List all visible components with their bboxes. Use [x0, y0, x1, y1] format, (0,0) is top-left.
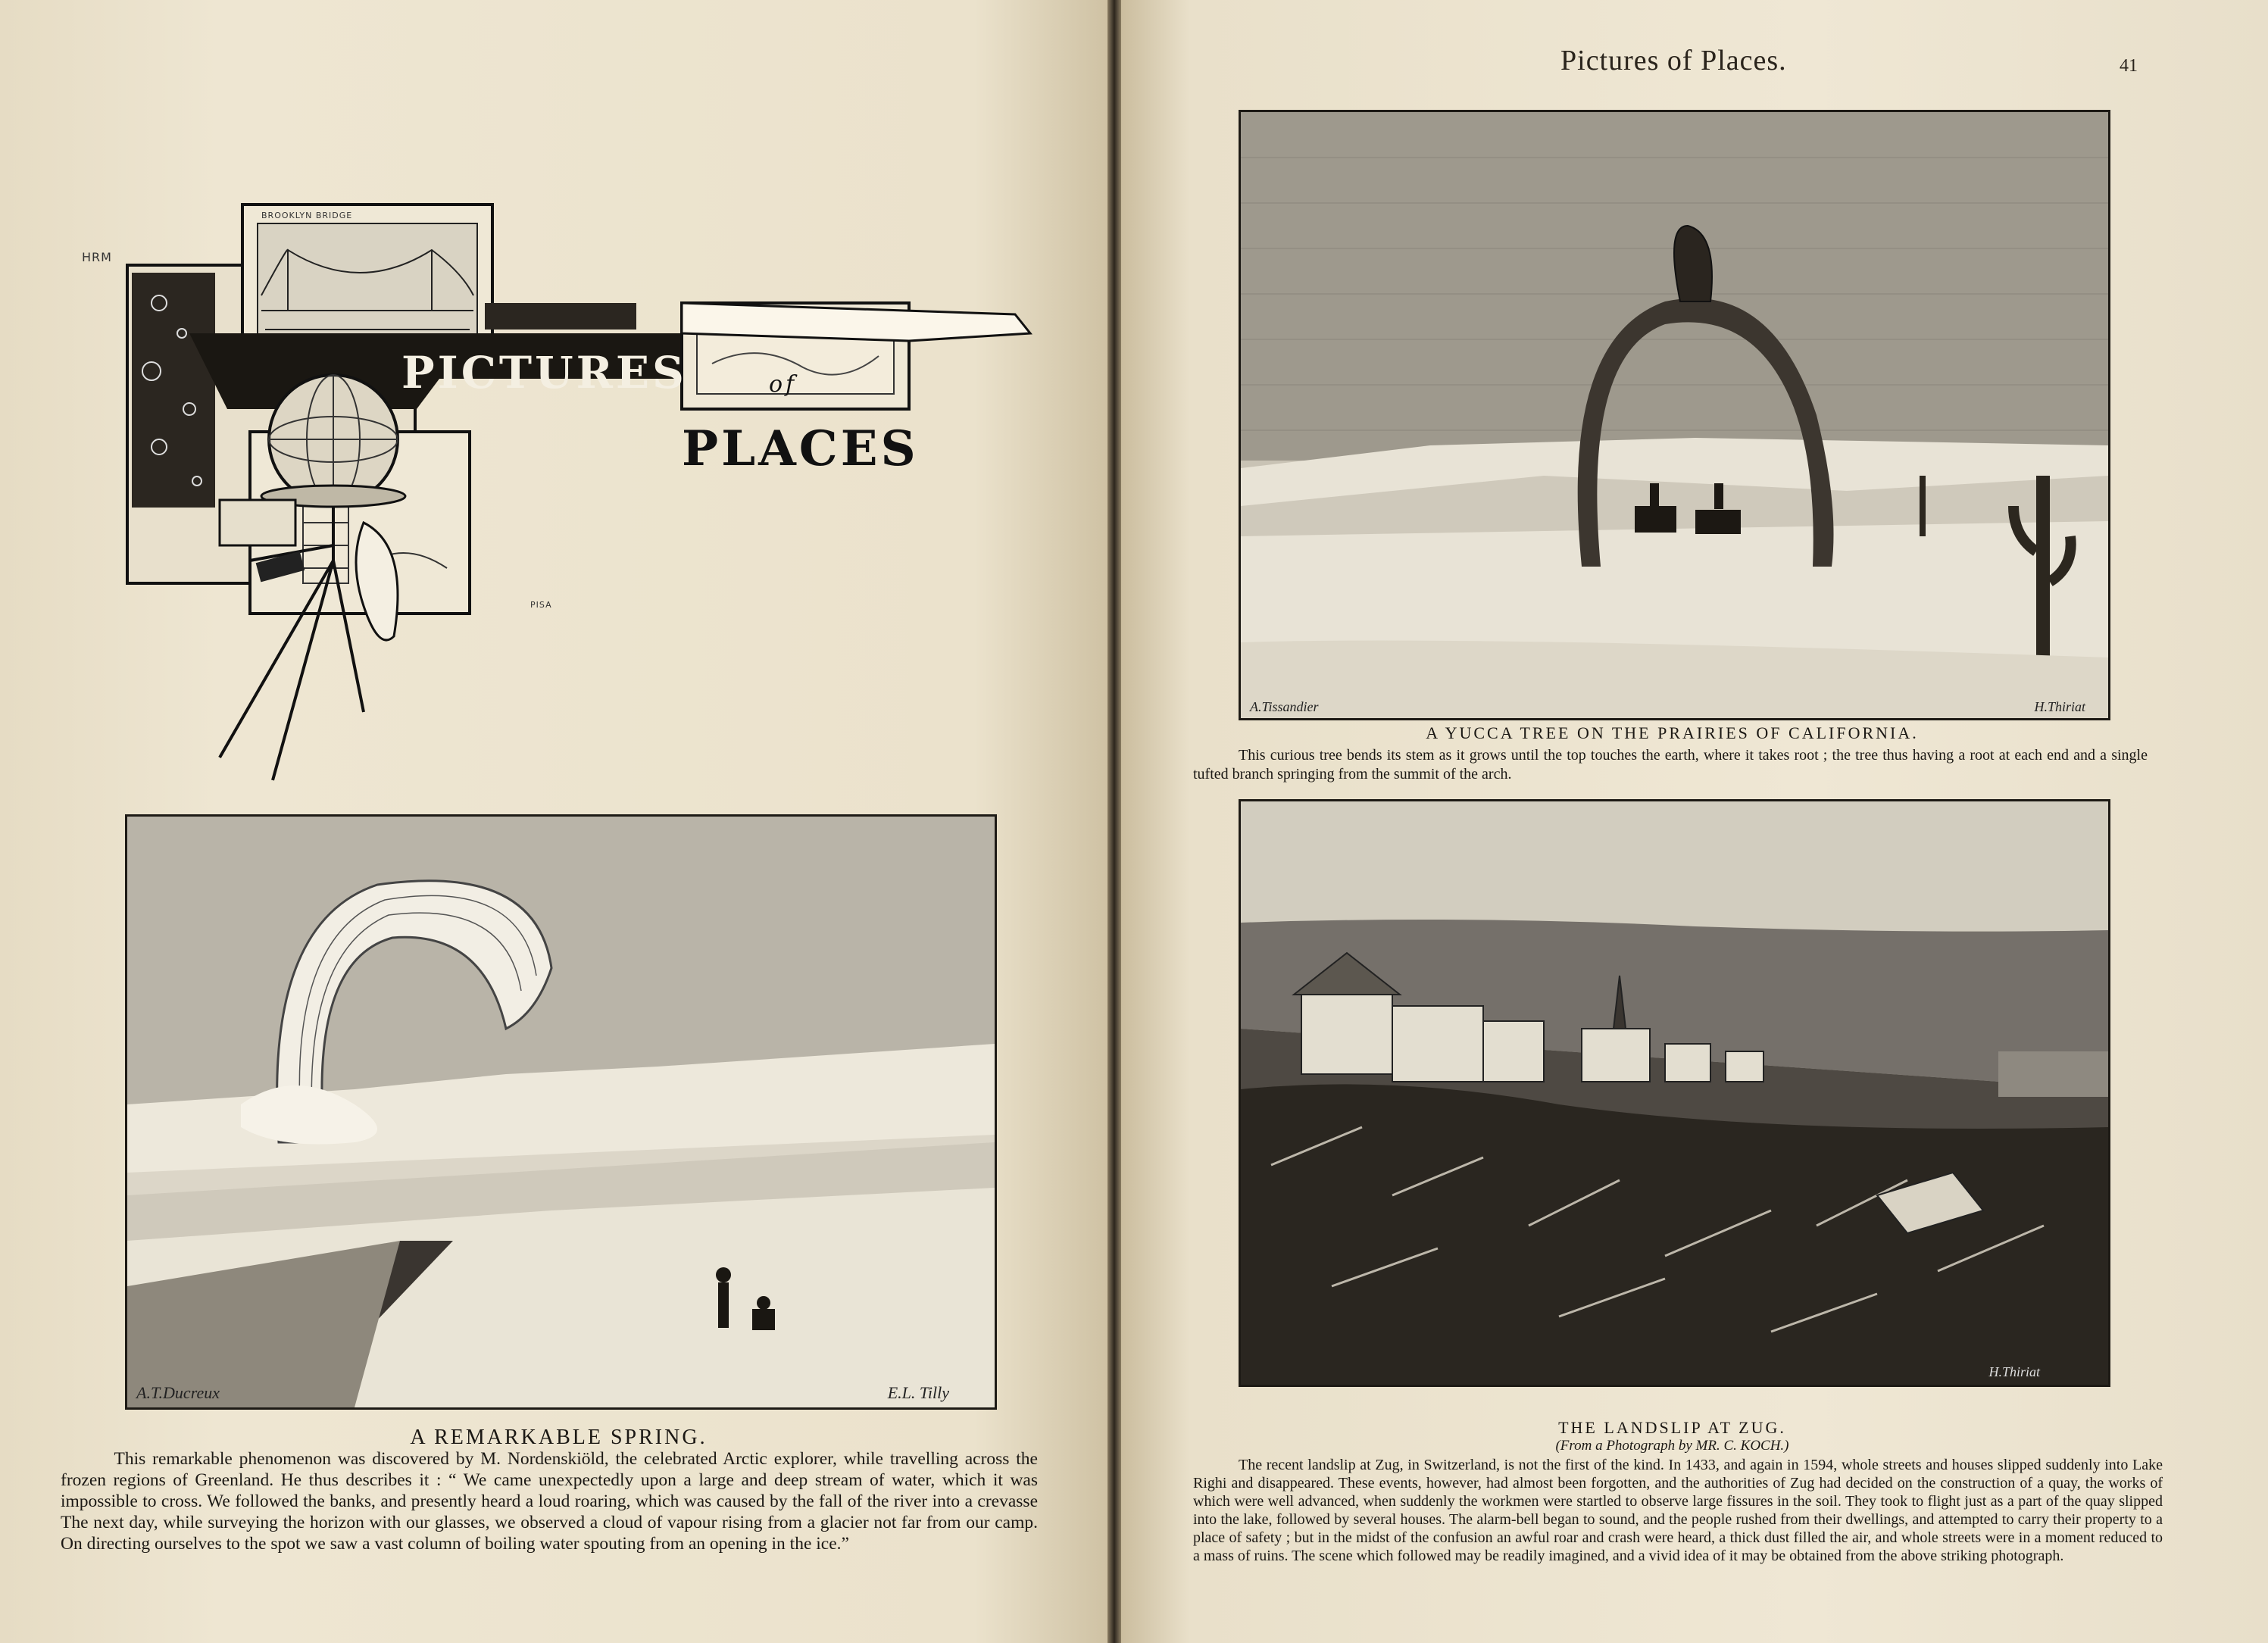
- zug-signature: H.Thiriat: [1988, 1364, 2040, 1379]
- title-places: PLACES: [682, 420, 919, 477]
- zug-photo-credit: (From a Photograph by MR. C. KOCH.): [1555, 1438, 1789, 1454]
- yucca-signature-right: H.Thiriat: [2034, 699, 2085, 714]
- spring-signature-right: E.L. Tilly: [887, 1383, 949, 1402]
- spring-signature-left: A.T.Ducreux: [136, 1383, 220, 1402]
- title-pictures: PICTURES: [401, 347, 687, 398]
- yucca-signature-left: A.Tissandier: [1250, 699, 1319, 714]
- page-number: 41: [2120, 56, 2138, 76]
- plate-yucca-tree: [1239, 110, 2110, 720]
- vignette-label-bridge: BROOKLYN BRIDGE: [261, 211, 353, 220]
- vignette-illustration: [76, 182, 1061, 803]
- yucca-engraving: [1241, 112, 2108, 718]
- plate-remarkable-spring: [125, 814, 997, 1410]
- zug-body-text: The recent landslip at Zug, in Switzerland, is not the first of the kind. In 1433, and again in 1594, whole streets and houses slipped suddenly into Lake Righi and disappeared. These events, however, had almost been forgotten, and the authorities of Zug had decided on the construction of a quay, the works of which were well advanced, when suddenly the workmen were startled to observe large fissures in the soil. They took to flight just as a part of the quay slipped into the lake, followed by several houses. The alarm-bell began to sound, and the people rushed from their dwellings, and attempted to carry their property to a place of safety ; but in the midst of the confusion an awful roar and crash were heard, a thick dust filled the air, and whole streets were in a moment reduced to a mass of ruins. The scene which followed may be readily imagined, and a vivid idea of it may be obtained from the above striking photograph.: [1193, 1457, 2163, 1564]
- zug-caption: THE LANDSLIP AT ZUG.: [1558, 1418, 1786, 1437]
- spring-body-text: This remarkable phenomenon was discovered by M. Nordenskiöld, the celebrated Arctic explorer, while travelling across the frozen regions of Greenland. He thus describes it : “ We came unexpectedly upon a large and deep stream of water, which it was impossible to cross. We followed the banks, and presently heard a loud roaring, which was caused by the fall of the river into a crevasse The next day, while surveying the horizon with our glasses, we observed a cloud of vapour rising from a glacier not far from our camp. On directing ourselves to the spot we saw a vast column of boiling water spouting from an opening in the ice.”: [61, 1449, 1038, 1554]
- book-gutter: [1107, 0, 1121, 1643]
- left-page: [0, 0, 1107, 1643]
- yucca-body-text: This curious tree bends its stem as it grows until the top touches the earth, where it takes root ; the tree thus having a root at each end and a single tufted branch springing from the summit of the arch.: [1193, 747, 2148, 782]
- zug-engraving: [1241, 801, 2108, 1385]
- header-vignette: [76, 182, 1061, 803]
- spring-engraving: [127, 817, 995, 1407]
- title-of: of: [769, 371, 798, 398]
- right-page: [1121, 0, 2268, 1643]
- yucca-caption: A YUCCA TREE ON THE PRAIRIES OF CALIFORNIA.: [1426, 723, 1919, 742]
- spring-caption: A REMARKABLE SPRING.: [410, 1426, 708, 1449]
- vignette-label-pisa: PISA: [530, 600, 552, 610]
- vignette-label-monogram: HRM: [82, 250, 112, 264]
- plate-landslip-zug: [1239, 799, 2110, 1387]
- running-head: Pictures of Places.: [1560, 45, 1787, 77]
